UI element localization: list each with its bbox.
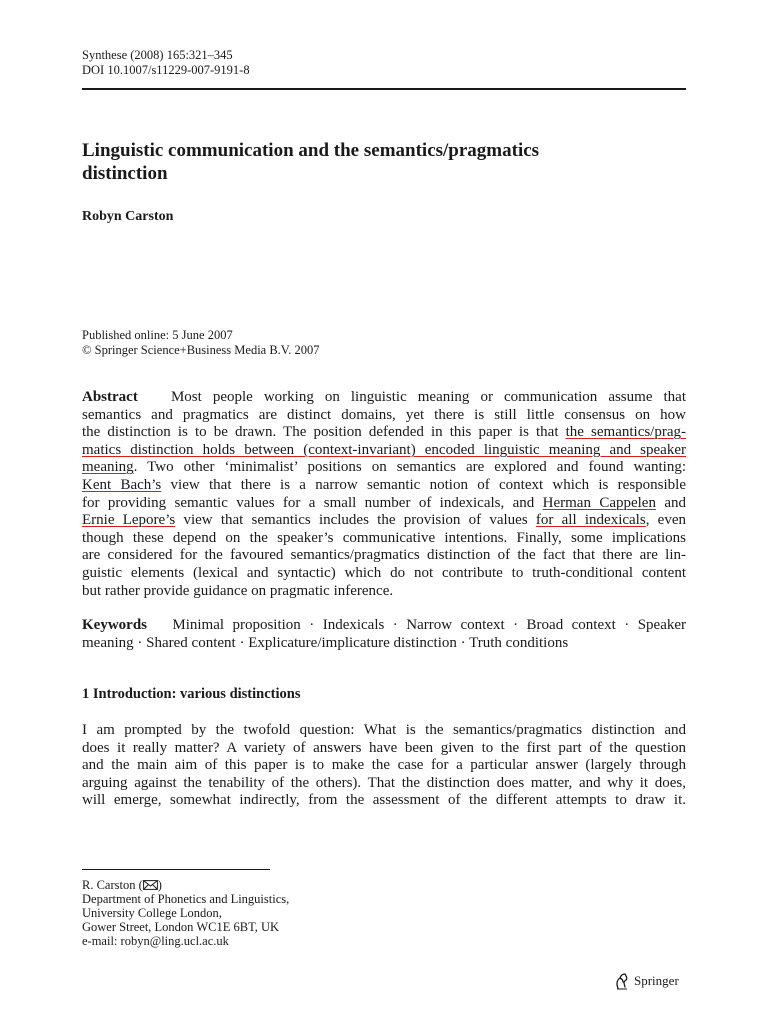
abstract-text: , even — [645, 512, 686, 529]
abstract-text: . Two other ‘minimalist’ positions on semantics are explored and found wanting: — [133, 459, 686, 476]
body-line: will emerge, somewhat indirectly, from the assessment of the different attempts to draw it. — [82, 792, 686, 809]
title-line: Linguistic communication and the semantics/pragmatics — [82, 140, 540, 161]
highlighted-text: matics distinction holds between (context-invariant) encoded linguistic meaning and speaker — [82, 441, 686, 458]
footnote-author: R. Carston ( — [82, 878, 143, 892]
section-heading: 1 Introduction: various distinctions — [82, 686, 301, 702]
keywords-label: Keywords — [82, 617, 147, 633]
journal-citation: Synthese (2008) 165:321–345 — [82, 48, 233, 62]
author-name: Robyn Carston — [82, 209, 174, 224]
abstract-text: semantics and pragmatics are distinct domains, yet there is still little consensus on how — [82, 406, 686, 423]
springer-logo — [614, 972, 679, 990]
abstract-text: the distinction is to be drawn. The position defended in this paper is that — [82, 424, 566, 441]
footnote-author: ) — [157, 878, 162, 892]
highlighted-text: the semantics/prag- — [565, 424, 686, 441]
highlighted-text: Kent Bach’s — [82, 476, 162, 493]
footnote-email: e-mail: robyn@ling.ucl.ac.uk — [82, 934, 229, 948]
abstract-text: Most people working on linguistic meaning or communication assume that — [170, 389, 687, 405]
abstract-text: view that there is a narrow semantic notion of context which is responsible — [161, 476, 686, 493]
abstract-text: though these depend on the speaker’s communicative intentions. Finally, some implications — [82, 529, 686, 546]
abstract-text: but rather provide guidance on pragmatic inference. — [82, 582, 394, 599]
abstract-text: view that semantics includes the provision of values — [175, 512, 536, 529]
published-online: Published online: 5 June 2007 — [82, 328, 233, 342]
highlighted-text: Herman Cappelen — [542, 494, 656, 511]
highlighted-text: meaning — [82, 459, 134, 476]
keywords-text: meaning · Shared content · Explicature/implicature distinction · Truth conditions — [82, 634, 569, 651]
abstract — [82, 389, 686, 600]
footnote-department: Department of Phonetics and Linguistics, — [82, 892, 290, 906]
footnote-address: Gower Street, London WC1E 6BT, UK — [82, 920, 280, 934]
keywords — [82, 617, 686, 652]
envelope-icon — [143, 880, 158, 890]
body-line: does it really matter? A variety of answers have been given to the first part of the question — [82, 739, 686, 756]
author-contact — [82, 878, 162, 892]
highlighted-text: for all indexicals — [535, 512, 646, 529]
publisher-name: Springer — [634, 973, 679, 988]
abstract-text: and — [655, 494, 686, 511]
abstract-text: are considered for the favoured semantics/pragmatics distinction of the fact that there are lin- — [82, 547, 686, 564]
header-rule — [82, 88, 686, 90]
abstract-label: Abstract — [82, 389, 138, 405]
highlighted-text: Ernie Lepore’s — [82, 512, 176, 529]
body-line: and the main aim of this paper is to make the case for a particular answer (largely through — [82, 757, 686, 774]
springer-horse-icon — [614, 972, 630, 990]
body-line: arguing against the tenability of the others). That the distinction does matter, and why it does, — [82, 774, 686, 791]
abstract-text: for providing semantic values for a small number of indexicals, and — [82, 494, 543, 511]
paper-title — [82, 139, 686, 185]
abstract-text: guistic elements (lexical and syntactic) which do not contribute to truth-conditional content — [82, 564, 686, 581]
footnote-rule — [82, 869, 270, 870]
title-line: distinction — [82, 163, 168, 184]
footnote-university: University College London, — [82, 906, 222, 920]
copyright: © Springer Science+Business Media B.V. 2007 — [82, 343, 320, 357]
doi: DOI 10.1007/s11229-007-9191-8 — [82, 63, 250, 77]
keywords-text: Minimal proposition · Indexicals · Narrow context · Broad context · Speaker — [172, 617, 687, 633]
intro-paragraph — [82, 722, 686, 810]
body-line: I am prompted by the twofold question: What is the semantics/pragmatics distinction and — [82, 722, 686, 738]
